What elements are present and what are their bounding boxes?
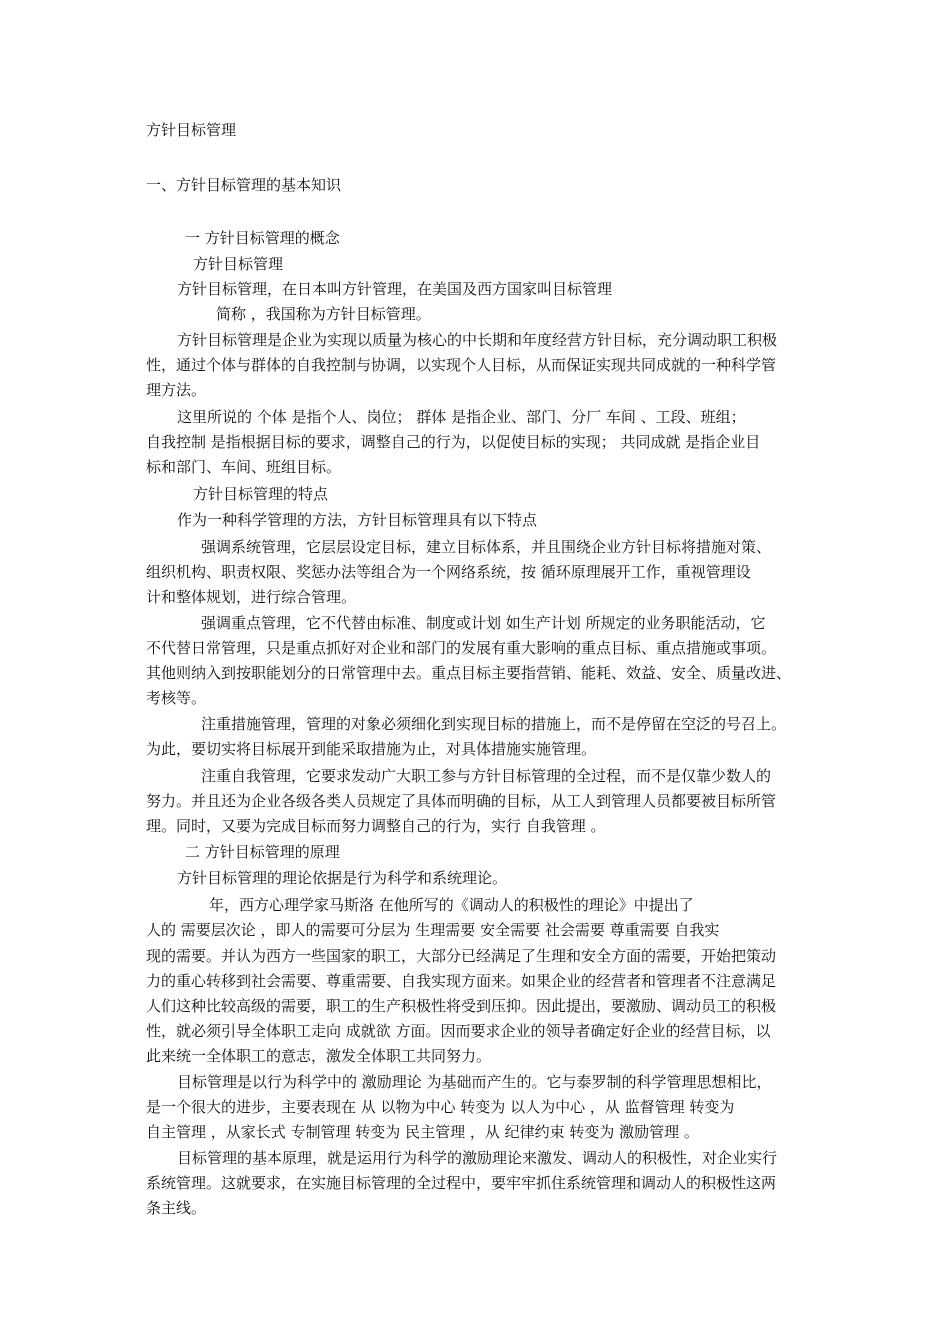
text-line: 计和整体规划，进行综合管理。 — [146, 588, 357, 606]
text-line: 方针目标管理 — [193, 255, 284, 273]
text-line: 年，西方心理学家马斯洛 在他所写的《调动人的积极性的理论》中提出了 — [209, 896, 694, 914]
text-line: 现的需要。并认为西方一些国家的职工，大部分已经满足了生理和安全方面的需要，开始把策动 — [146, 947, 777, 965]
text-line: 目标管理的基本原理，就是运用行为科学的激励理论来激发、调动人的积极性，对企业实行 — [177, 1149, 778, 1167]
text-line: 不代替日常管理，只是重点抓好对企业和部门的发展有重大影响的重点目标、重点措施或事项。 — [146, 639, 777, 657]
text-line: 方针目标管理的理论依据是行为科学和系统理论。 — [177, 869, 508, 887]
subsection-heading: 二 方针目标管理的原理 — [185, 843, 340, 861]
text-line: 性，就必须引导全体职工走向 成就欲 方面。因而要求企业的领导者确定好企业的经营目标，以 — [146, 1022, 771, 1040]
text-line: 性，通过个体与群体的自我控制与协调，以实现个人目标，从而保证实现共同成就的一种科学管 — [146, 356, 777, 374]
text-line: 人们这种比较高级的需要，职工的生产积极性将受到压抑。因此提出，要激励、调动员工的积极 — [146, 997, 777, 1015]
text-line: 简称 ，我国称为方针目标管理。 — [216, 305, 431, 323]
text-line: 目标管理是以行为科学中的 激励理论 为基础而产生的。它与泰罗制的科学管理思想相比， — [177, 1073, 772, 1091]
text-line: 注重措施管理，管理的对象必须细化到实现目标的措施上，而不是停留在空泛的号召上。 — [201, 715, 787, 733]
text-line: 组织机构、职责权限、奖惩办法等组合为一个网络系统，按 循环原理展开工作，重视管理设 — [146, 563, 751, 581]
text-line: 考核等。 — [146, 689, 207, 707]
text-line: 努力。并且还为企业各级各类人员规定了具体而明确的目标，从工人到管理人员都要被目标所管 — [146, 792, 777, 810]
text-line: 这里所说的 个体 是指个人、岗位； 群体 是指企业、部门、分厂 车间 、工段、班组； — [177, 408, 746, 426]
text-line: 自我控制 是指根据目标的要求，调整自己的行为，以促使目标的实现； 共同成就 是指企业目 — [146, 433, 761, 451]
text-line: 系统管理。这就要求，在实施目标管理的全过程中，要牢牢抓住系统管理和调动人的积极性这两 — [146, 1174, 777, 1192]
text-line: 方针目标管理，在日本叫方针管理，在美国及西方国家叫目标管理 — [177, 280, 613, 298]
text-line: 此来统一全体职工的意志，激发全体职工共同努力。 — [146, 1047, 492, 1065]
text-line: 其他则纳入到按职能划分的日常管理中去。重点目标主要指营销、能耗、效益、安全、质量改进、 — [146, 664, 792, 682]
text-line: 作为一种科学管理的方法，方针目标管理具有以下特点 — [177, 511, 538, 529]
subsection-heading: 一 方针目标管理的概念 — [185, 229, 340, 247]
text-line: 力的重心转移到社会需要、尊重需要、自我实现方面来。如果企业的经营者和管理者不注意满足 — [146, 972, 777, 990]
text-line: 标和部门、车间、班组目标。 — [146, 458, 342, 476]
subsection-heading: 方针目标管理的特点 — [193, 485, 329, 503]
text-line: 强调重点管理，它不代替由标准、制度或计划 如生产计划 所规定的业务职能活动，它 — [201, 614, 766, 632]
text-line: 理方法。 — [146, 381, 207, 399]
text-line: 强调系统管理，它层层设定目标，建立目标体系，并且围绕企业方针目标将措施对策、 — [201, 538, 772, 556]
text-line: 是一个很大的进步，主要表现在 从 以物为中心 转变为 以人为中心 ，从 监督管理 转变为 — [146, 1098, 735, 1116]
text-line: 方针目标管理是企业为实现以质量为核心的中长期和年度经营方针目标，充分调动职工积极 — [177, 331, 778, 349]
section-heading: 一、方针目标管理的基本知识 — [146, 176, 342, 194]
text-line: 人的 需要层次论 ，即人的需要可分层为 生理需要 安全需要 社会需要 尊重需要 自我实 — [146, 921, 720, 939]
document-title: 方针目标管理 — [146, 121, 237, 139]
text-line: 条主线。 — [146, 1199, 207, 1217]
text-line: 注重自我管理，它要求发动广大职工参与方针目标管理的全过程，而不是仅靠少数人的 — [201, 767, 772, 785]
text-line: 为此，要切实将目标展开到能采取措施为止，对具体措施实施管理。 — [146, 740, 597, 758]
text-line: 自主管理 ，从家长式 专制管理 转变为 民主管理 ，从 纪律约束 转变为 激励管理 。 — [146, 1123, 699, 1141]
text-line: 理。同时，又要为完成目标而努力调整自己的行为，实行 自我管理 。 — [146, 817, 606, 835]
